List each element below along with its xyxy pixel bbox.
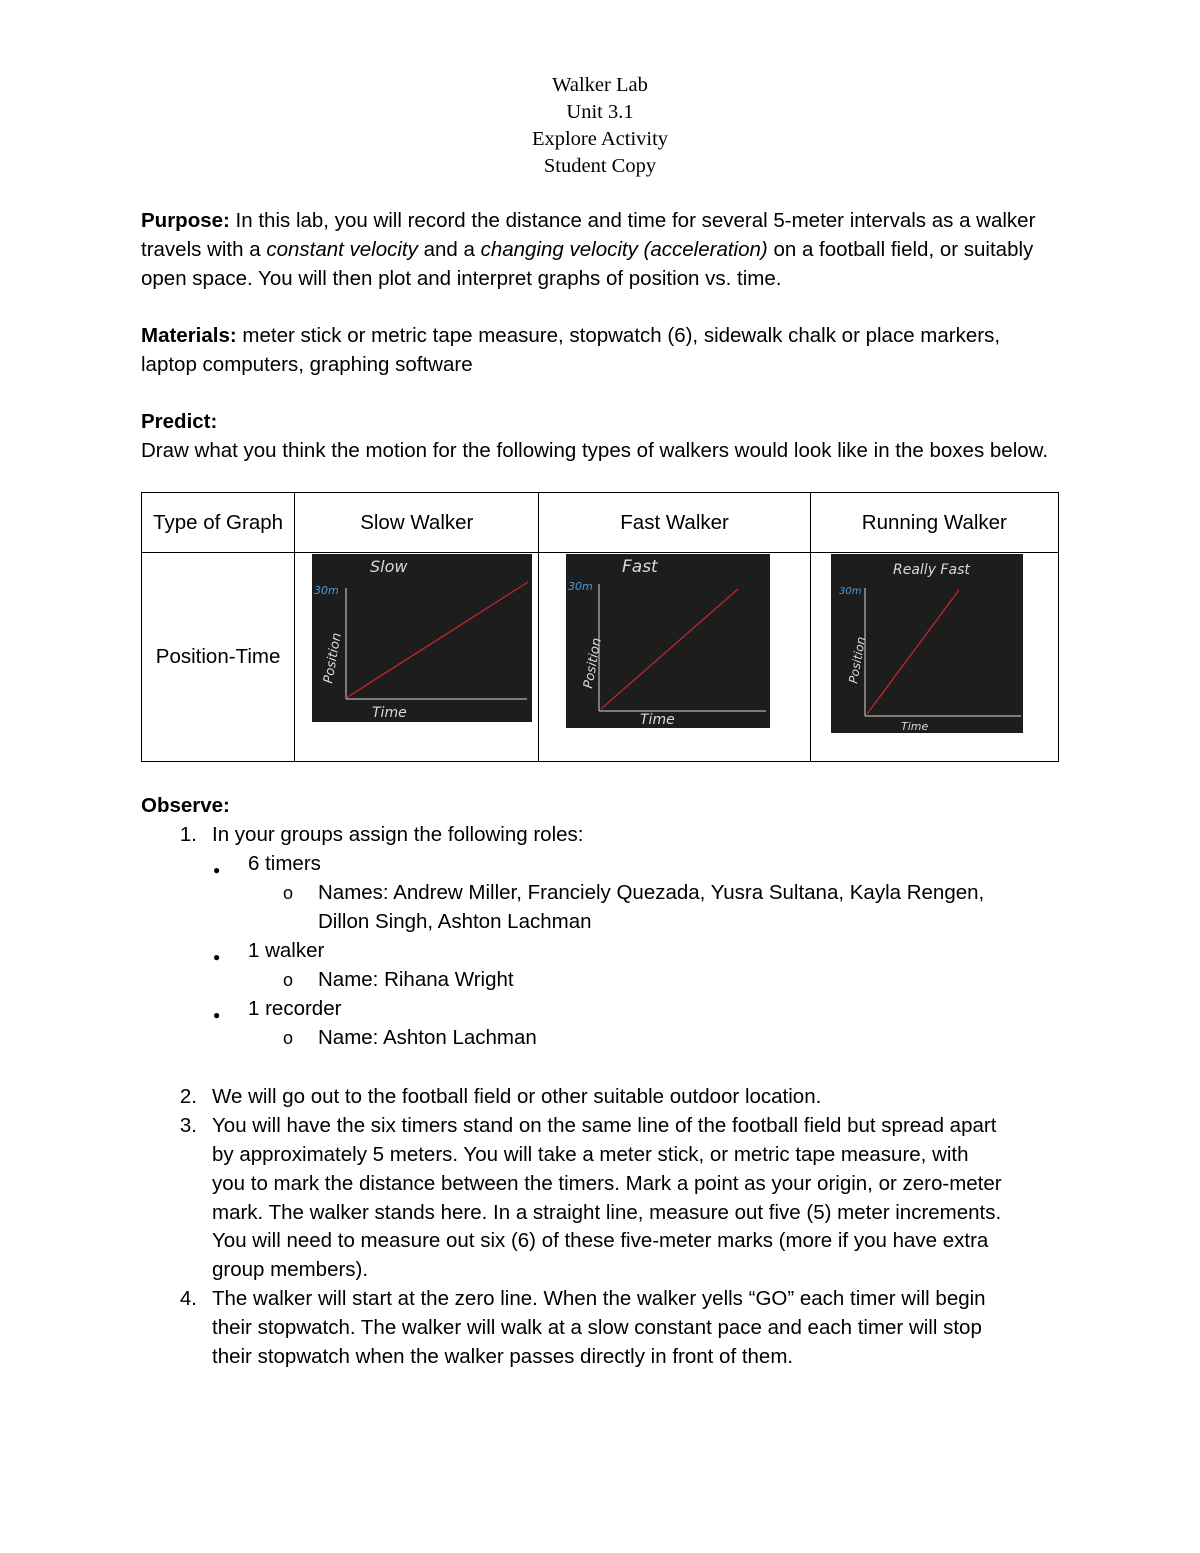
running-xlabel: Time bbox=[900, 720, 928, 733]
fast-position-line bbox=[601, 589, 738, 709]
prediction-table bbox=[141, 492, 1059, 762]
title: Walker Lab bbox=[552, 74, 648, 96]
list-item-line: by approximately 5 meters. You will take a meter stick, or metric tape measure, with bbox=[212, 1143, 969, 1166]
running-ymark: 30m bbox=[838, 586, 862, 597]
role-item: 1 recorder bbox=[248, 997, 342, 1020]
table-row-position-time bbox=[142, 553, 1059, 762]
sub-bullet-icon: o bbox=[283, 970, 294, 990]
sub-bullet-icon: o bbox=[283, 1028, 294, 1048]
list-item-line: their stopwatch. The walker will walk at a slow constant pace and each timer will stop bbox=[212, 1316, 982, 1339]
fast-xlabel: Time bbox=[640, 712, 676, 728]
materials-paragraph bbox=[141, 321, 1061, 379]
bullet-icon: ● bbox=[213, 863, 221, 877]
sub-bullet-icon: o bbox=[283, 883, 294, 903]
observe-label: Observe: bbox=[141, 794, 230, 817]
list-number: 2. bbox=[179, 1085, 197, 1108]
fast-ymark: 30m bbox=[568, 580, 594, 593]
running-walker-drawing bbox=[831, 554, 1023, 733]
col-type-of-graph: Type of Graph bbox=[142, 493, 295, 553]
role-item: 1 walker bbox=[248, 939, 325, 962]
materials-text: meter stick or metric tape measure, stopwatch (6), sidewalk chalk or place markers, laptop computers, graphing software bbox=[141, 324, 1001, 376]
purpose-label: Purpose: bbox=[141, 209, 230, 232]
running-position-line bbox=[867, 590, 959, 714]
bullet-icon: ● bbox=[213, 950, 221, 964]
purpose-emphasis: constant velocity bbox=[266, 238, 418, 261]
names-line: Names: Andrew Miller, Franciely Quezada, Yusra Sultana, Kayla Rengen, bbox=[318, 881, 985, 904]
fast-title: Fast bbox=[622, 557, 659, 577]
list-item-line: mark. The walker stands here. In a straight line, measure out five (5) meter increments. bbox=[212, 1201, 1002, 1224]
list-item-line: you to mark the distance between the timers. Mark a point as your origin, or zero-meter bbox=[212, 1172, 1002, 1195]
predict-label: Predict: bbox=[141, 410, 218, 433]
fast-sketch bbox=[566, 554, 770, 728]
names-line: Name: Rihana Wright bbox=[318, 968, 514, 991]
fast-graph-cell bbox=[539, 553, 810, 762]
list-number: 3. bbox=[179, 1114, 197, 1137]
list-item: In your groups assign the following roles: bbox=[212, 823, 584, 846]
role-item: 6 timers bbox=[248, 852, 321, 875]
predict-section bbox=[141, 407, 1061, 465]
purpose-paragraph bbox=[141, 206, 1061, 293]
slow-ymark: 30m bbox=[314, 584, 339, 597]
list-item-line: The walker will start at the zero line. When the walker yells “GO” each timer will begin bbox=[212, 1287, 986, 1310]
names-line: Dillon Singh, Ashton Lachman bbox=[318, 910, 592, 933]
running-graph-cell bbox=[810, 553, 1058, 762]
running-title: Really Fast bbox=[892, 562, 970, 578]
purpose-text: In this lab, you will record the distance and time for several 5-meter intervals as a walker travels with a bbox=[141, 209, 1036, 261]
slow-sketch bbox=[312, 554, 532, 722]
slow-ylabel: Position bbox=[321, 631, 345, 685]
list-item: We will go out to the football field or other suitable outdoor location. bbox=[212, 1085, 822, 1108]
names-line: Name: Ashton Lachman bbox=[318, 1026, 537, 1049]
row-label-position-time: Position-Time bbox=[142, 553, 295, 762]
list-item-line: group members). bbox=[212, 1258, 369, 1281]
list-item-line: their stopwatch when the walker passes directly in front of them. bbox=[212, 1345, 794, 1368]
unit-label: Unit 3.1 bbox=[566, 101, 634, 123]
col-running-walker: Running Walker bbox=[810, 493, 1058, 553]
col-fast-walker: Fast Walker bbox=[539, 493, 810, 553]
table-header-row bbox=[142, 493, 1059, 553]
fast-ylabel: Position bbox=[581, 636, 606, 690]
fast-walker-drawing bbox=[566, 554, 770, 728]
list-number: 4. bbox=[179, 1287, 197, 1310]
slow-walker-drawing bbox=[312, 554, 532, 722]
purpose-text: on a football field, or suitably open space. You will then plot and interpret graphs of position vs. time. bbox=[141, 238, 1034, 290]
document-header bbox=[0, 72, 1200, 180]
list-item-line: You will have the six timers stand on the same line of the football field but spread apart bbox=[212, 1114, 997, 1137]
running-sketch bbox=[831, 554, 1023, 733]
running-ylabel: Position bbox=[845, 635, 868, 685]
list-number: 1. bbox=[179, 823, 197, 846]
predict-text: Draw what you think the motion for the following types of walkers would look like in the boxes below. bbox=[141, 439, 1049, 462]
bullet-icon: ● bbox=[213, 1008, 221, 1022]
slow-xlabel: Time bbox=[372, 705, 407, 721]
col-slow-walker: Slow Walker bbox=[295, 493, 539, 553]
list-item-line: You will need to measure out six (6) of these five-meter marks (more if you have extra bbox=[212, 1229, 989, 1252]
materials-label: Materials: bbox=[141, 324, 237, 347]
slow-title: Slow bbox=[370, 557, 408, 576]
copy-label: Student Copy bbox=[543, 155, 657, 177]
activity-label: Explore Activity bbox=[531, 128, 669, 150]
slow-graph-cell bbox=[295, 553, 539, 762]
purpose-text: and a bbox=[417, 238, 481, 261]
slow-position-line bbox=[346, 582, 528, 698]
purpose-emphasis: changing velocity (acceleration) bbox=[480, 238, 768, 261]
